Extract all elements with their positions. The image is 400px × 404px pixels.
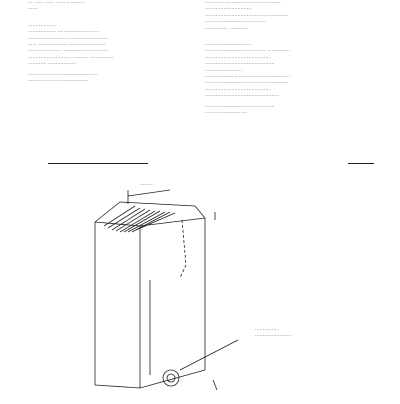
callout-top-leader xyxy=(128,190,170,196)
device-top-outline xyxy=(95,202,205,222)
text-line: …………… ………… xyxy=(205,25,249,31)
device-drawing xyxy=(0,160,400,400)
text-line: ……………………… xyxy=(205,110,247,116)
text-line: ……………………………………… xyxy=(205,103,275,109)
text-line: ……………………………………………… xyxy=(205,12,289,18)
right-top-fragment xyxy=(205,0,375,32)
text-line: ………………………………………… xyxy=(205,93,280,99)
right-section-2 xyxy=(205,104,375,117)
text-line: … …… …… …… ………… xyxy=(28,0,86,5)
text-line: ………………… ………………………… xyxy=(28,48,109,54)
vent-grille xyxy=(104,206,175,232)
callout-leader-line xyxy=(180,340,238,370)
section-heading: ………………………… xyxy=(205,42,252,48)
left-section-1 xyxy=(28,23,188,68)
text-line: ………………………… xyxy=(205,6,252,12)
text-line: …… ……………… …………………… xyxy=(28,42,106,48)
callout-line: …………………… xyxy=(255,333,292,339)
text-line: ……………………………………………… xyxy=(205,80,289,86)
text-line: ………………………………… xyxy=(205,19,266,25)
left-top-fragment xyxy=(28,0,188,13)
callout-label-side xyxy=(255,327,292,340)
right-section-1 xyxy=(205,42,375,100)
callout-label-top: ……… xyxy=(140,182,154,187)
text-line: ………………………………… xyxy=(28,78,89,84)
device-illustration xyxy=(0,160,400,400)
right-text-column xyxy=(205,0,375,121)
text-line: …………………… ……………………… xyxy=(28,35,109,41)
text-line: ………………………………… …………… xyxy=(28,54,114,60)
text-line: ……………………………………… xyxy=(205,61,275,67)
text-line: …………………………………… xyxy=(205,86,271,92)
text-line: ………………………………… …………… xyxy=(205,48,291,54)
text-line: ………………… …………………………… xyxy=(205,74,291,80)
device-top-side-edge xyxy=(140,218,205,226)
text-line: ……………… ……………………… xyxy=(28,29,100,35)
text-line: ………… ……………… xyxy=(28,61,76,67)
left-text-column xyxy=(28,0,188,88)
text-line: …………………………………… xyxy=(205,54,271,60)
text-line: ………… ……………………………… xyxy=(205,0,281,5)
dimension-tick-bottom xyxy=(213,380,217,390)
device-knob-center xyxy=(167,374,175,382)
device-hidden-edge xyxy=(180,220,186,278)
text-line: ……………………………………… xyxy=(28,71,98,77)
callout-line: …………… xyxy=(255,327,278,332)
text-line: …… xyxy=(28,6,38,12)
section-heading: ……………… xyxy=(28,22,56,28)
text-line: …………………… xyxy=(205,67,243,73)
left-section-2 xyxy=(28,72,188,85)
